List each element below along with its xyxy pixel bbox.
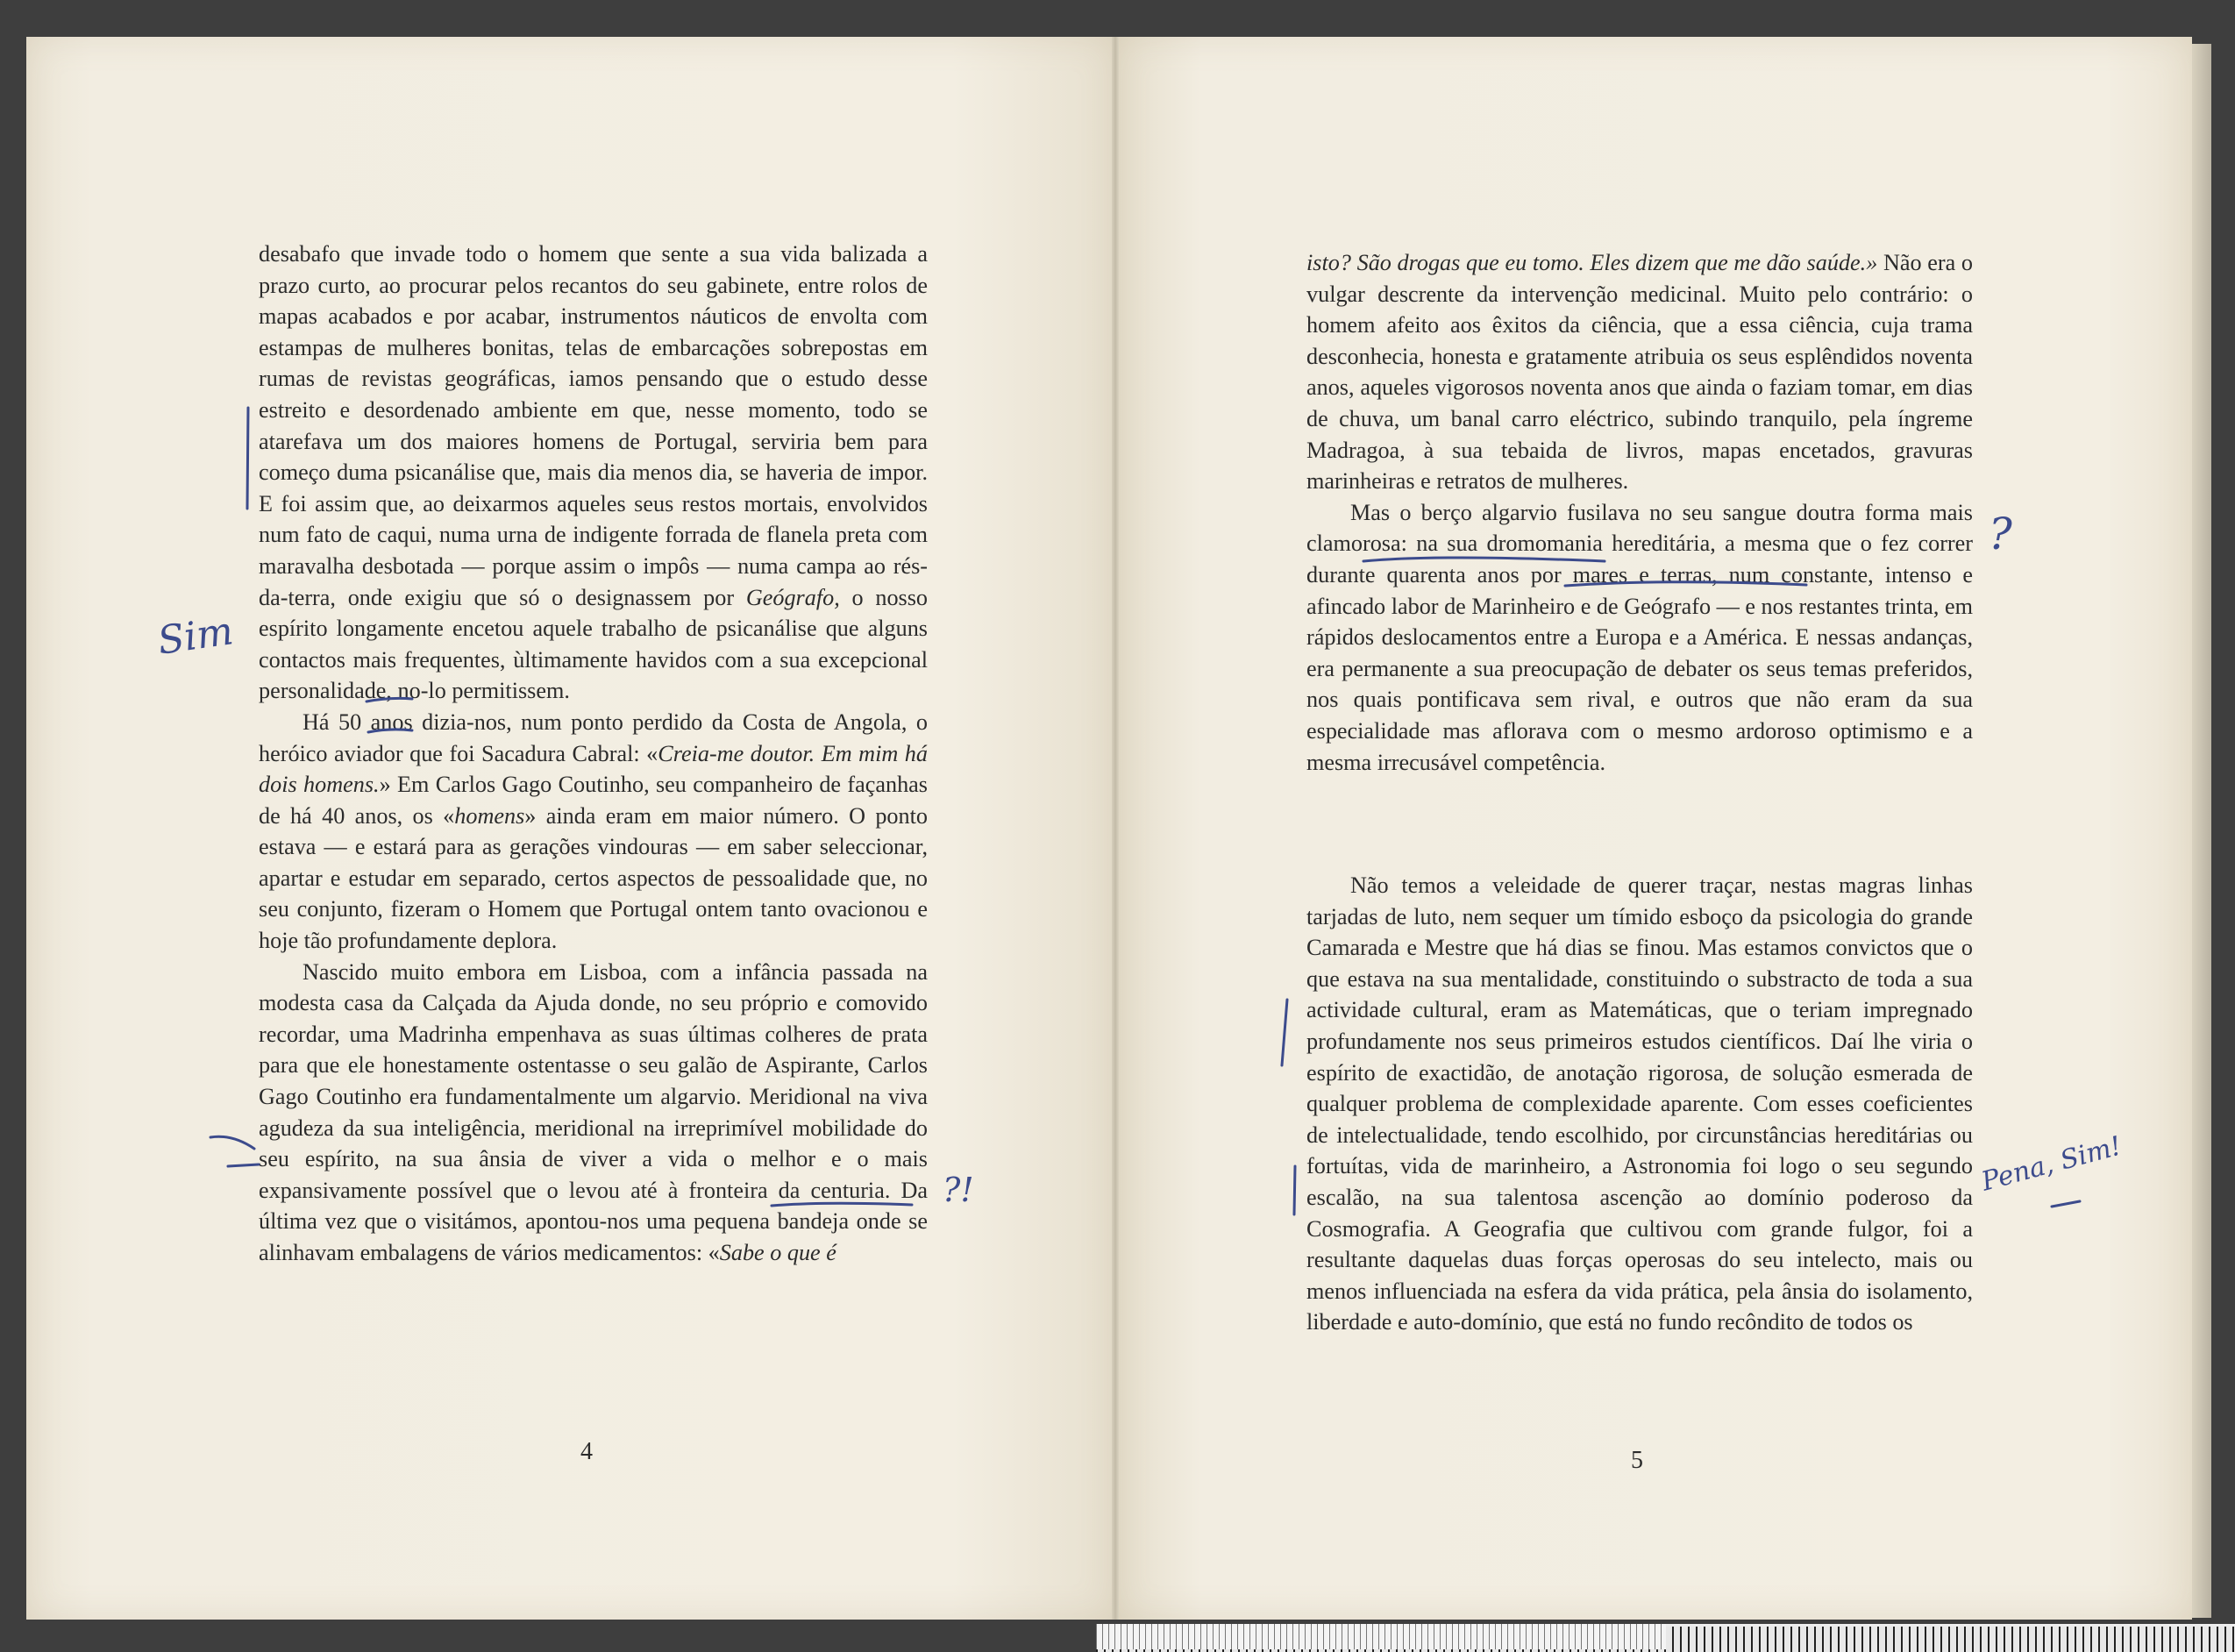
left-paragraph-3: Nascido muito embora em Lisboa, com a infância passada na modesta casa da Calçada da Ajuda donde, no seu próprio e comovido recordar, uma Madrinha empenhava as suas últimas colheres de prata para que ele honestamente ostentasse o seu galão de Aspirante, Carlos Gago Coutinho era fundamentalmente um algarvio. Meridional na viva agudeza da sua inteligência, meridional na irreprimível mobilidade do seu espírito, na sua ânsia de viver a vida o melhor e o mais expansivamente possível que o levou até à fronteira da centuria. Da última vez que o visitámos, apontou-nos uma pequena bandeja onde se alinhavam embalagens de vários medicamentos: «Sabe o que é [259,958,928,1265]
right-page-text [1306,247,1973,778]
page-edge [2192,44,2211,1618]
right-page-text-2 [1306,870,1973,1338]
left-paragraph-1: desabafo que invade todo o homem que sente a sua vida balizada a prazo curto, ao procurar pelos recantos do seu gabinete, entre rolos de mapas acabados e por acabar, instrumentos náuticos de envolta com estampas de mulheres bonitas, telas de embarcações sobrepostas em rumas de revistas geográficas, iamos pensando que o estudo desse estreito e desordenado ambiente em que, nesse momento, todo se atarefava um dos maiores homens de Portugal, serviria bem para começo duma psicanálise que, mais dia menos dia, se haveria de impor. E foi assim que, ao deixarmos aqueles seus restos mortais, envolvidos num fato de caqui, numa urna de indigente forrada de flanela preta com maravalha desbotada — porque assim o impôs — numa campa ao rés-da-terra, onde exigiu que só o designassem por Geógrafo, o nosso espírito longamente encetou aquele trabalho de psicanálise que alguns contactos mais frequentes, ùltimamente havidos com a sua excepcional personalidade, no-lo permitissem. [259,241,929,704]
right-paragraph-1: isto? São drogas que eu tomo. Eles dizem que me dão saúde.» Não era o vulgar descrente da intervenção medicinal. Muito pelo contrário: o homem afeito aos êxitos da ciência, que a essa ciência, cuja trama desconhecia, honesta e gratamente atribuia os seus esplêndidos noventa anos, aqueles vigorosos noventa anos que ainda o faziam tomar, em dias de chuva, um banal carro eléctrico, subindo tranquilo, pela íngreme Madragoa, à sua tebaida de livros, mapas encetados, gravuras marinheiras e retratos de mulheres. [1306,250,1973,495]
left-page-text [259,239,928,1269]
right-question-mark: ? [1989,509,2012,559]
page-number-left: 4 [580,1438,593,1465]
right-margin-note: Pena, Sim! [1978,1130,2125,1198]
left-paragraph-2: Há 50 anos dizia-nos, num ponto perdido da Costa de Angola, o heróico aviador que foi Sacadura Cabral: «Creia-me doutor. Em mim há dois homens.» Em Carlos Gago Coutinho, seu companheiro de façanhas de há 40 anos, os «homens» ainda eram em maior número. O ponto estava — e estará para as gerações vindouras — em saber seleccionar, apartar e estudar em separado, certos aspectos de pessoalidade que, no seu conjunto, fizeram o Homem que Portugal ontem tanto ovacionou e hoje tão profundamente deplora. [259,709,928,954]
book-spine [1112,37,1119,1620]
scale-ruler-fine [1096,1624,1666,1649]
question-exclamation: ?! [943,1171,974,1209]
left-margin-sim: Sim [154,609,237,664]
right-paragraph-3: Não temos a veleidade de querer traçar, nestas magras linhas tarjadas de luto, nem sequer um tímido esboço da psicologia do grande Camarada e Mestre que há dias se finou. Mas estamos convictos que o que estava na sua mentalidade, constituindo o substracto de toda a sua actividade cultural, eram as Matemáticas, que o teriam impregnado profundamente nos seus primeiros estudos científicos. Daí lhe viria o espírito de exactidão, de anotação rigorosa, de solução esmerada de qualquer problema de complexidade aparente. Com esses coeficientes de intelectualidade, tendo escolhido, por circunstâncias hereditárias ou fortuítas, vida de marinheiro, a Astronomia foi logo o seu segundo escalão, na sua talentosa ascenção ao domínio poderoso da Cosmografia. A Geografia que cultivou com grande fulgor, foi a resultante daquelas duas forças operosas do seu intelecto, mais ou menos influenciada na esfera da vida prática, pela ânsia do isolamento, liberdade e auto-domínio, que está no fundo recôndito de todos os [1306,872,1973,1335]
right-paragraph-2: Mas o berço algarvio fusilava no seu sangue doutra forma mais clamorosa: na sua dromomania hereditária, a mesma que o fez correr durante quarenta anos por mares e terras, num constante, intenso e afincado labor de Marinheiro e de Geógrafo — e nos restantes trinta, em rápidos deslocamentos entre a Europa e a América. E nessas andanças, era permanente a sua preocupação de debater os seus temas preferidos, nos quais pontificava sem rival, e outros que não eram da sua especialidade mas aflorava com o mesmo ardoroso optimismo e a mesma irrecusável competência. [1306,499,1973,775]
page-number-right: 5 [1631,1447,1643,1474]
